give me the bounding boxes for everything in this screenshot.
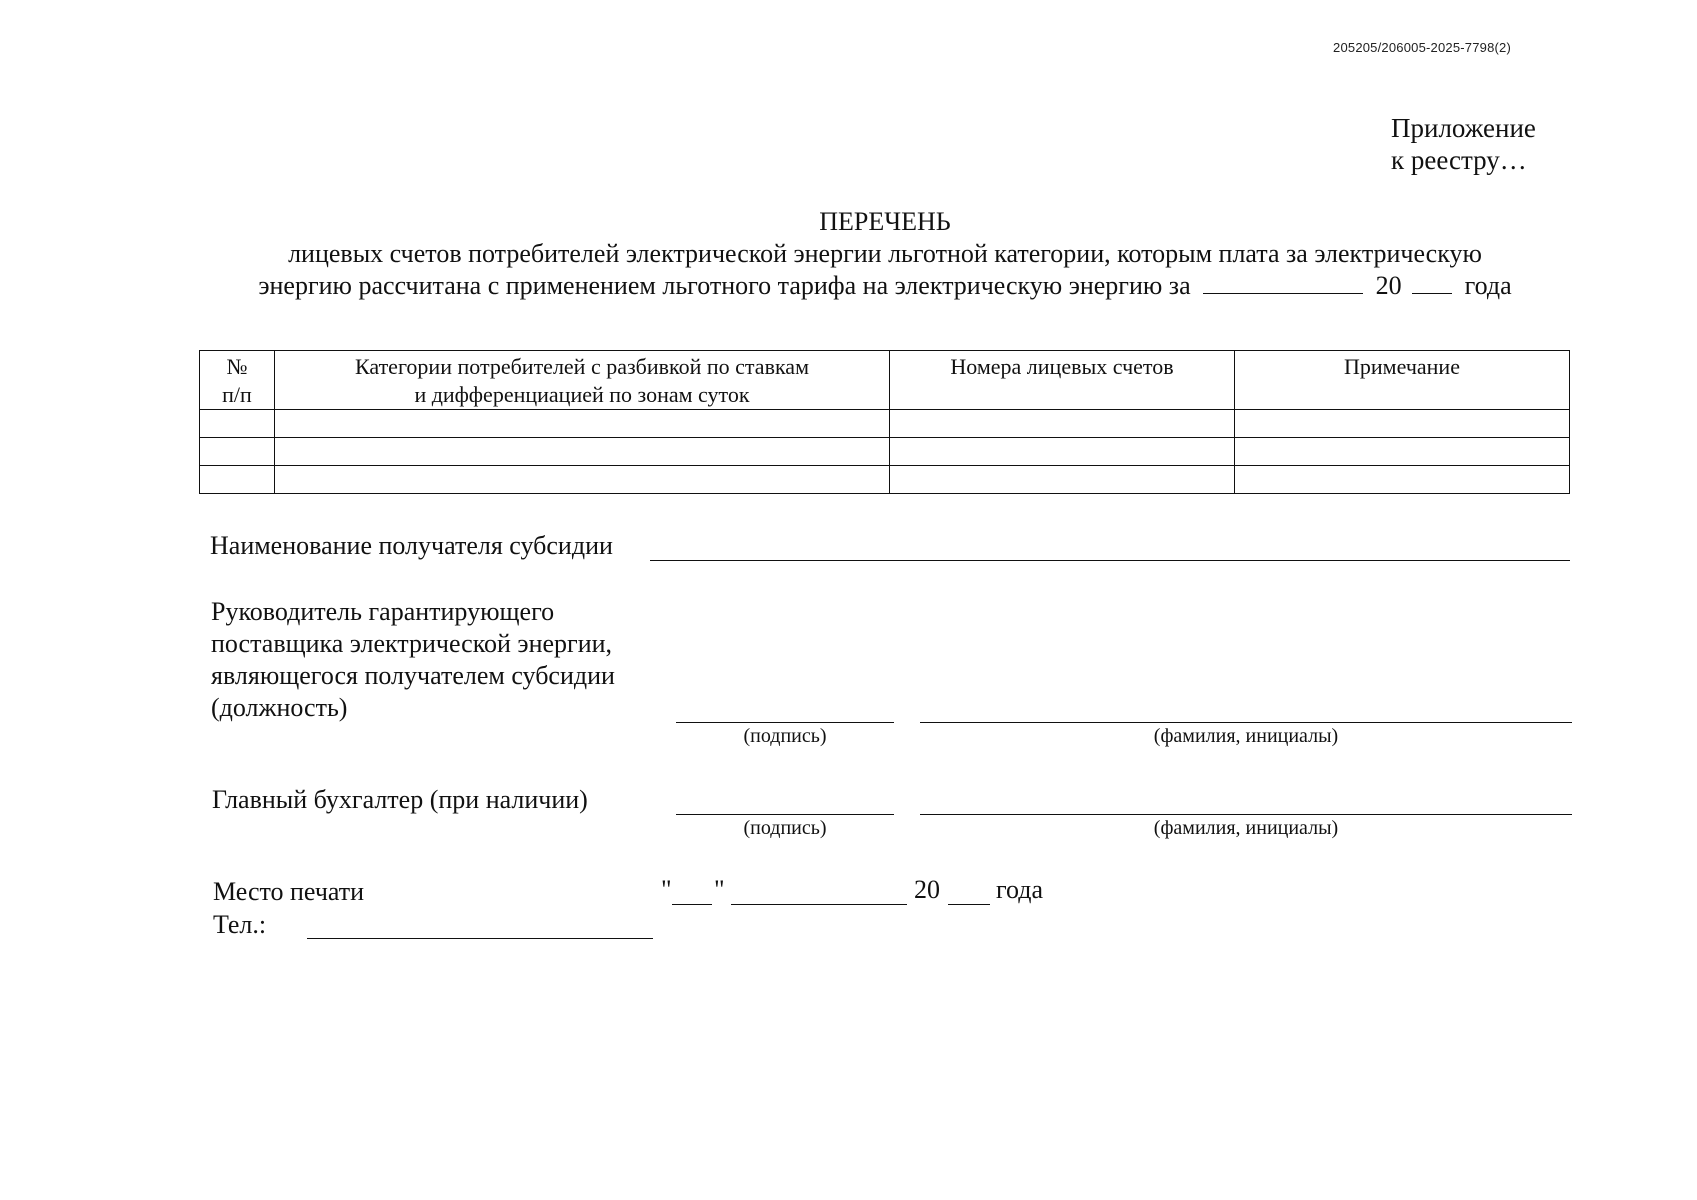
manager-name-caption: (фамилия, инициалы): [1153, 725, 1339, 747]
title-year-prefix: 20: [1375, 271, 1402, 300]
header-category: [275, 351, 890, 410]
table-cell[interactable]: [890, 438, 1235, 466]
accountant-signature-caption: (подпись): [743, 817, 827, 839]
manager-label: [211, 596, 615, 724]
table-cell[interactable]: [1235, 410, 1570, 438]
date-year-field[interactable]: [948, 904, 990, 905]
accounts-table: [199, 350, 1570, 494]
header-number-line2: п/п: [222, 382, 252, 407]
manager-label-line2: поставщика электрической энергии,: [211, 629, 613, 658]
document-id: 205205/206005-2025-7798(2): [1333, 40, 1511, 55]
title-line3: [180, 270, 1590, 302]
manager-signature-caption: (подпись): [743, 725, 827, 747]
recipient-label: Наименование получателя субсидии: [210, 531, 613, 560]
header-category-line2: и дифференциацией по зонам суток: [414, 382, 750, 407]
accountant-name-caption: (фамилия, инициалы): [1153, 817, 1339, 839]
header-number: [200, 351, 275, 410]
date-year-prefix: 20: [914, 875, 940, 904]
manager-signature-field[interactable]: [676, 722, 894, 723]
header-accounts: Номера лицевых счетов: [890, 351, 1235, 410]
header-category-line1: Категории потребителей с разбивкой по ставкам: [354, 354, 809, 379]
table-cell[interactable]: [200, 438, 275, 466]
manager-label-line4: (должность): [211, 693, 348, 722]
date-month-field[interactable]: [731, 904, 907, 905]
phone-label: Тел.:: [213, 910, 267, 939]
period-year-blank[interactable]: [1412, 271, 1452, 294]
accountant-label: Главный бухгалтер (при наличии): [212, 785, 588, 814]
table-row: [200, 438, 1570, 466]
table-cell[interactable]: [1235, 466, 1570, 494]
document-title: [180, 206, 1590, 302]
manager-name-field[interactable]: [920, 722, 1572, 723]
table-cell[interactable]: [275, 438, 890, 466]
table-cell[interactable]: [1235, 438, 1570, 466]
date-quote-close: ": [714, 875, 725, 904]
manager-label-line3: являющегося получателем субсидии: [211, 661, 615, 690]
date-day-field[interactable]: [672, 904, 712, 905]
table-cell[interactable]: [200, 466, 275, 494]
accountant-name-field[interactable]: [920, 814, 1572, 815]
manager-label-line1: Руководитель гарантирующего: [211, 597, 555, 626]
table-cell[interactable]: [890, 466, 1235, 494]
phone-field[interactable]: [307, 938, 653, 939]
stamp-label: Место печати: [213, 877, 365, 906]
table-cell[interactable]: [275, 466, 890, 494]
title-year-suffix: года: [1464, 271, 1512, 300]
table-cell[interactable]: [275, 410, 890, 438]
appendix-line2: к реестру…: [1391, 145, 1527, 175]
recipient-name-field[interactable]: [650, 560, 1570, 561]
table-row: [200, 466, 1570, 494]
table-header-row: [200, 351, 1570, 410]
table-cell[interactable]: [890, 410, 1235, 438]
header-note: Примечание: [1235, 351, 1570, 410]
title-heading: ПЕРЕЧЕНЬ: [819, 207, 951, 236]
title-line3-prefix: энергию рассчитана с применением льготного тарифа на электрическую энергию за: [258, 271, 1191, 300]
appendix-note: [1391, 112, 1536, 176]
accountant-signature-field[interactable]: [676, 814, 894, 815]
header-number-line1: №: [226, 354, 248, 379]
table-row: [200, 410, 1570, 438]
title-line2: лицевых счетов потребителей электрической энергии льготной категории, которым плата за электрическую: [288, 239, 1482, 268]
appendix-line1: Приложение: [1391, 113, 1536, 143]
date-year-suffix: года: [996, 875, 1044, 904]
date-quote-open: ": [661, 875, 672, 904]
period-month-blank[interactable]: [1203, 271, 1363, 294]
table-cell[interactable]: [200, 410, 275, 438]
